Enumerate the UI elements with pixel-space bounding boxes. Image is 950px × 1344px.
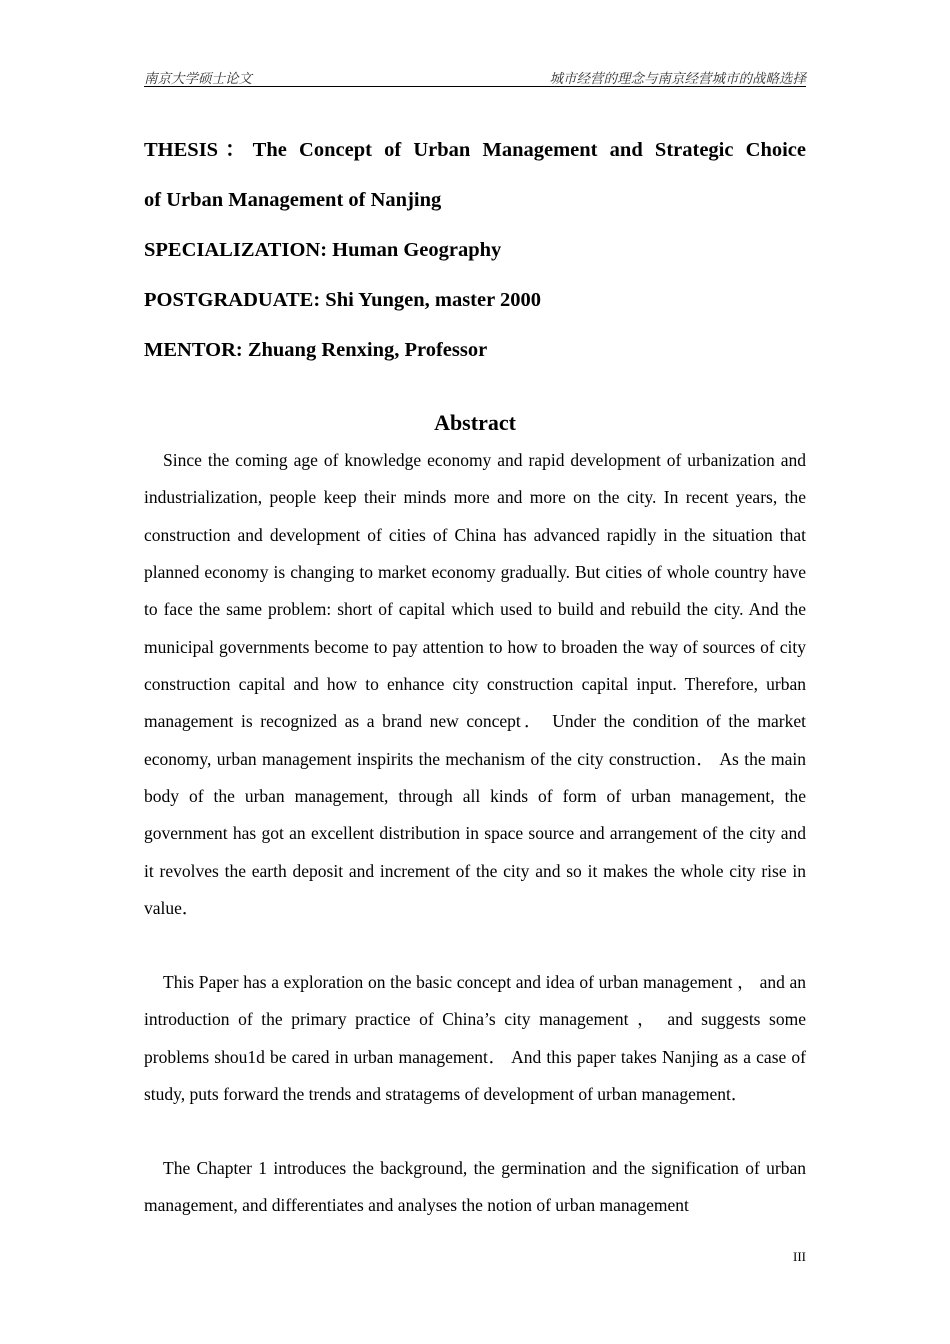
page-number: III (793, 1249, 806, 1264)
abstract-heading: Abstract (434, 410, 516, 435)
running-header (144, 66, 806, 87)
thesis-title-line-2: of Urban Management of Nanjing (144, 189, 442, 211)
abstract-paragraph-2: This Paper has a exploration on the basic concept and idea of urban management ， and an introduction of the primary practice of China’s city management ， and suggests some problems shou1d be cared in urban management． And this paper takes Nanjing as a case of study, puts forward the trends and stratagems of development of urban management． (144, 972, 806, 1105)
mentor-line: MENTOR: Zhuang Renxing, Professor (144, 339, 488, 361)
thesis-title-line-1: THESIS：The Concept of Urban Management and Strategic Choice (144, 139, 806, 161)
abstract-paragraph-1: Since the coming age of knowledge economy and rapid development of urbanization and industrialization, people keep their minds more and more on the city. In recent years, the construction and development of cities of China has advanced rapidly in the situation that planned economy is changing to market economy gradually. But cities of whole country have to face the same problem: short of capital which used to build and rebuild the city. And the municipal governments become to pay attention to how to broaden the way of sources of city construction capital and how to enhance city construction capital input. Therefore, urban management is recognized as a brand new concept． Under the condition of the market economy, urban management inspirits the mechanism of the city construction． As the main body of the urban management, through all kinds of form of urban management, the government has got an excellent distribution in space source and arrangement of the city and it revolves the earth deposit and increment of the city and so it makes the whole city rise in value． (144, 450, 806, 919)
specialization-line: SPECIALIZATION: Human Geography (144, 239, 502, 261)
postgraduate-line: POSTGRADUATE: Shi Yungen, master 2000 (144, 289, 541, 311)
header-right-title: 城市经营的理念与南京经营城市的战略选择 (549, 71, 806, 86)
header-left-title: 南京大学硕士论文 (144, 71, 252, 86)
abstract-paragraph-3: The Chapter 1 introduces the background, the germination and the signification of urban management, and differentiates and analyses the notion of urban management (144, 1158, 806, 1216)
